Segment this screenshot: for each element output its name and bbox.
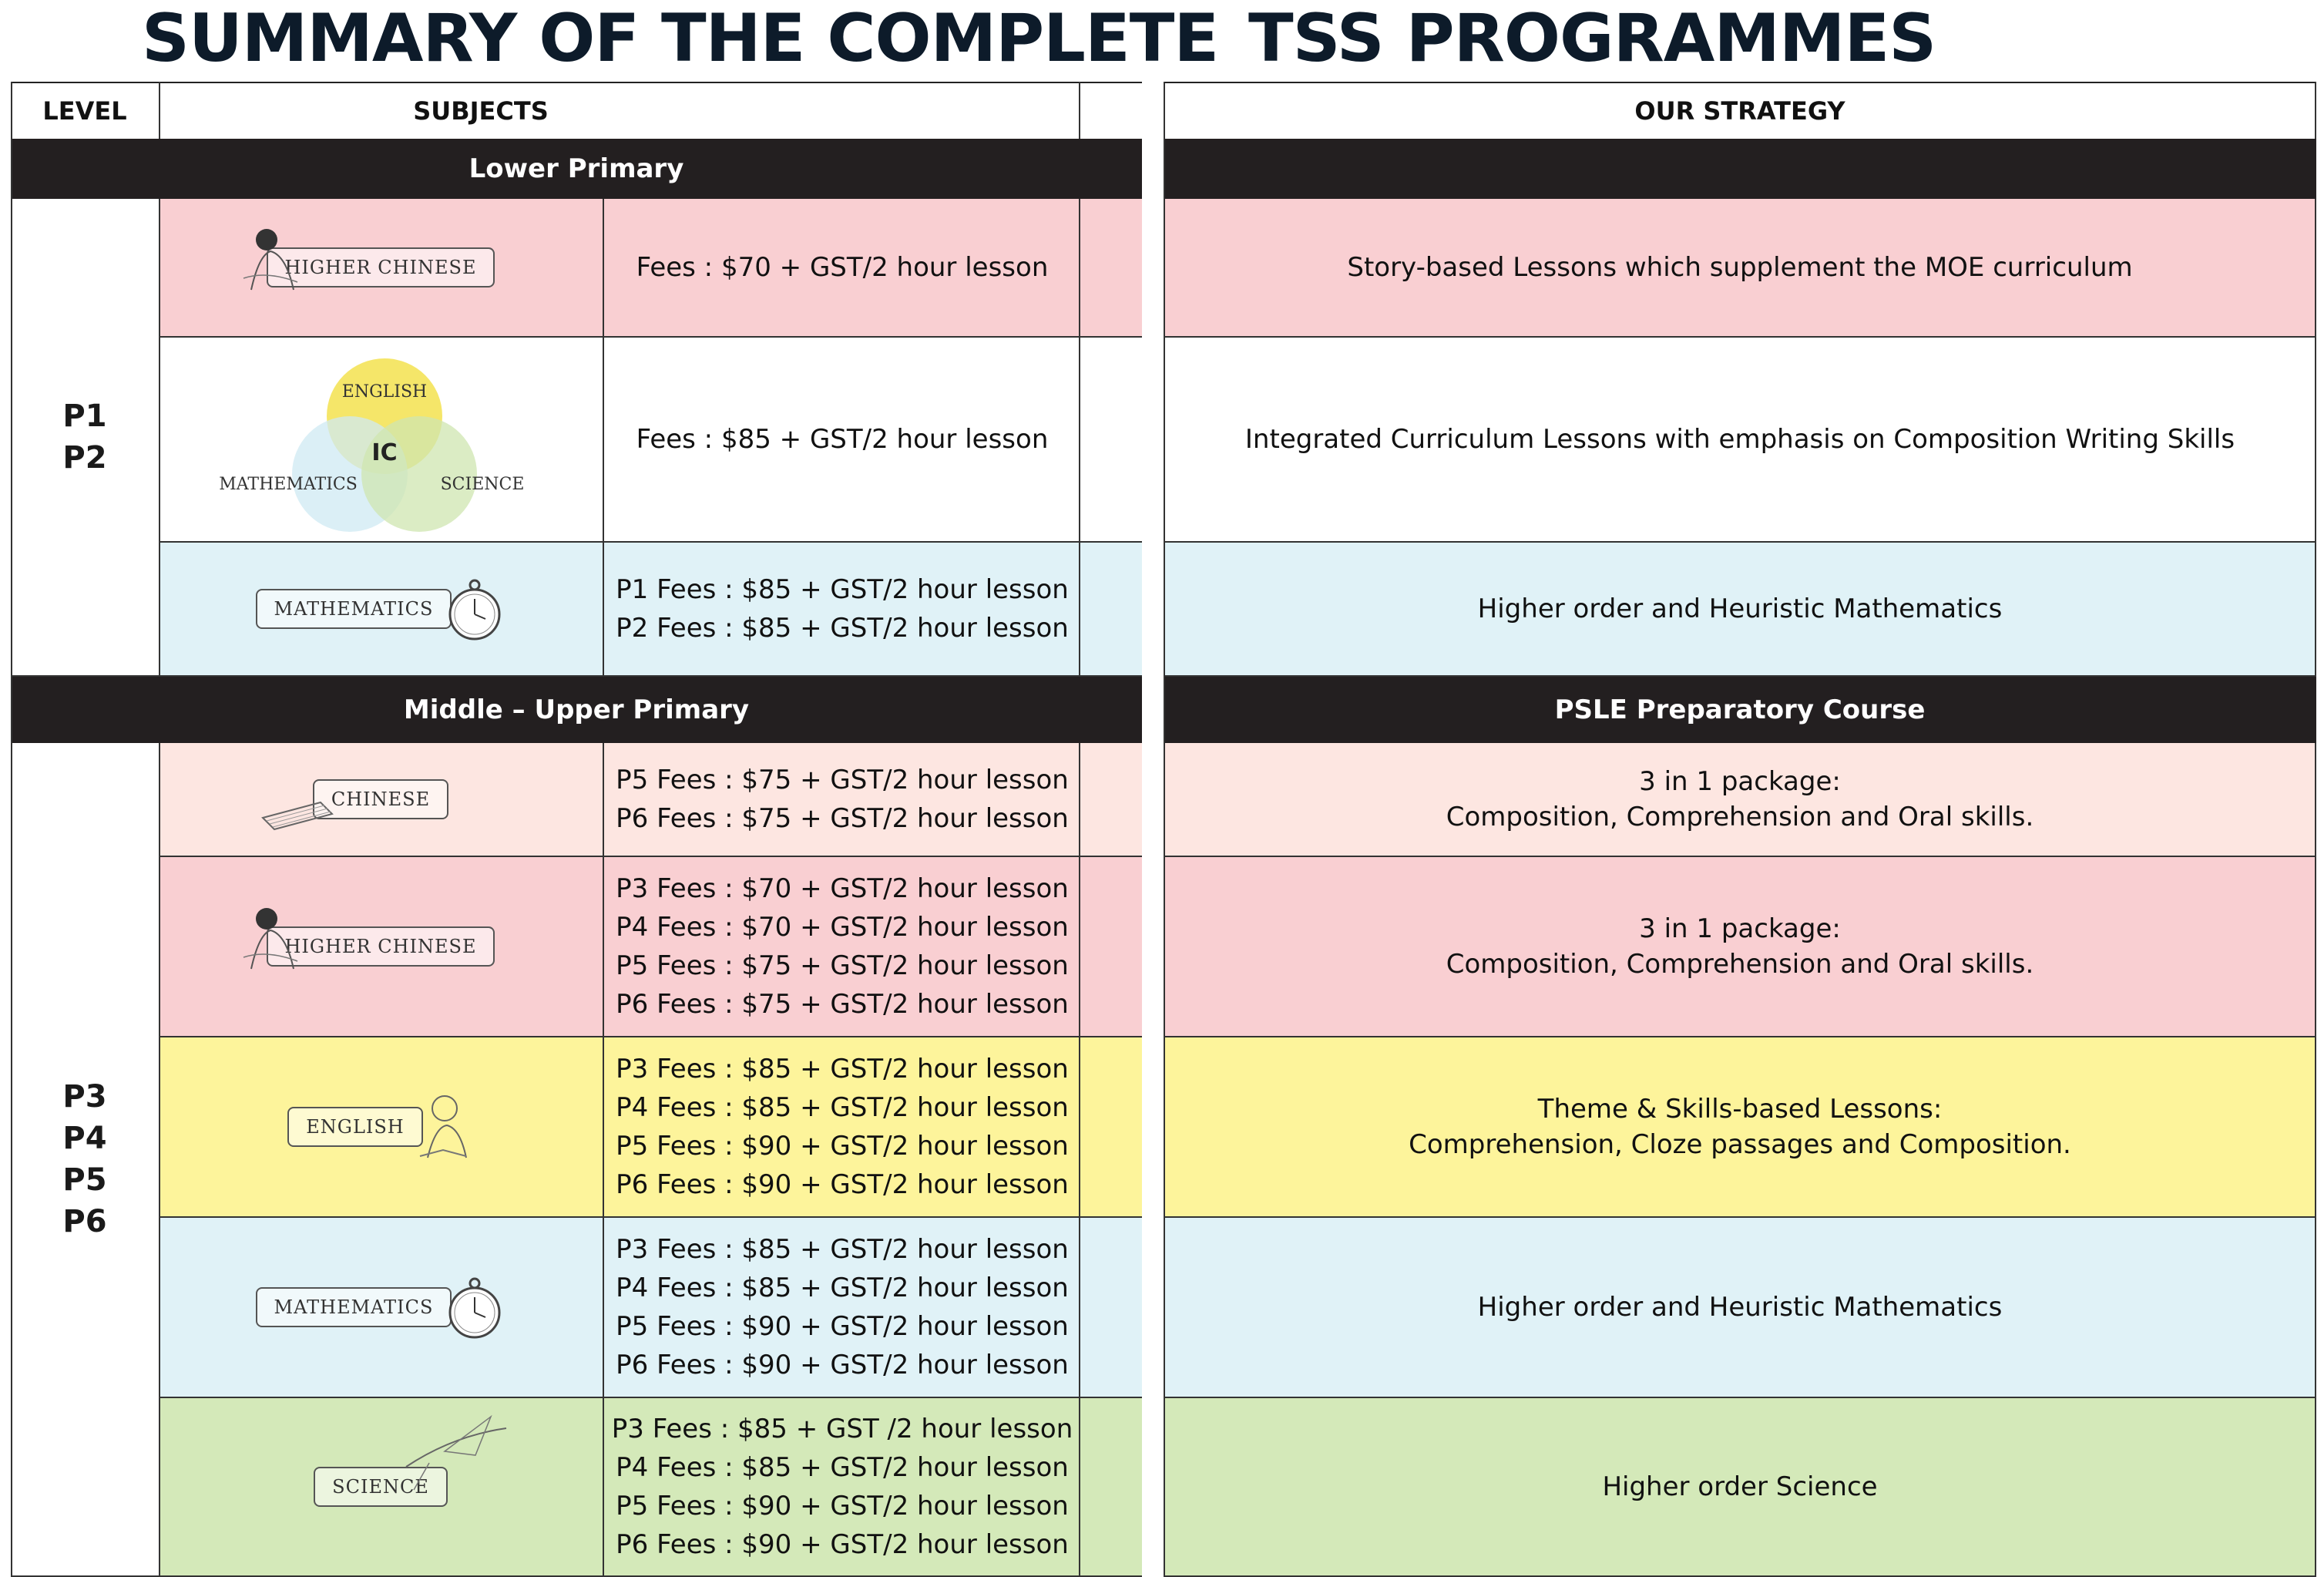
strategy-row [1164,743,2316,857]
level-header: LEVEL [11,82,159,140]
subject-cell [159,1398,603,1575]
subject-row-upper-mathematics [159,1218,1142,1398]
fee-line: P5 Fees : $90 + GST/2 hour lesson [616,1311,1069,1342]
fee-line: P5 Fees : $90 + GST/2 hour lesson [616,1131,1069,1162]
fee-line: P3 Fees : $85 + GST/2 hour lesson [616,1234,1069,1265]
strategy-cell [1164,743,2316,856]
strategy-row [1164,199,2316,338]
strategy-line: Higher order and Heuristic Mathematics [1477,1292,2003,1323]
flying-fish-icon [314,1467,448,1507]
fee-line: P3 Fees : $70 + GST/2 hour lesson [616,873,1069,904]
strategy-row [1164,1218,2316,1398]
scroll-icon [313,779,448,819]
fee-line: P2 Fees : $85 + GST/2 hour lesson [616,613,1069,644]
fees-cell [603,857,1080,1036]
subject-label: SCIENCE [314,1467,448,1507]
fee-line: P3 Fees : $85 + GST/2 hour lesson [616,1054,1069,1084]
strategy-header: OUR STRATEGY [1164,82,2316,140]
strategy-band-upper: PSLE Preparatory Course [1164,677,2316,743]
subjects-table [11,82,1142,1577]
subject-row-lower-mathematics [159,543,1142,677]
strategy-table [1164,82,2316,1577]
strategy-row [1164,1398,2316,1577]
strategy-border-left [1164,82,1165,1577]
fee-line: Fees : $85 + GST/2 hour lesson [636,424,1049,455]
table-divider-level-lower [159,199,160,677]
subject-row-upper-english [159,1037,1142,1218]
subject-cell [159,743,603,856]
subject-row-upper-science [159,1398,1142,1577]
fee-line: P6 Fees : $90 + GST/2 hour lesson [616,1529,1069,1560]
strategy-cell [1164,1398,2316,1575]
page-title-right: TSS PROGRAMMES [1248,0,1936,77]
fee-line: P1 Fees : $85 + GST/2 hour lesson [616,574,1069,605]
strategy-border-right-lower [2315,199,2316,677]
fee-line: Fees : $70 + GST/2 hour lesson [636,252,1049,283]
subject-row-lower-ic [159,338,1142,543]
fee-line: P6 Fees : $75 + GST/2 hour lesson [616,989,1069,1020]
venn-label-ic: IC [371,439,398,466]
subjects-header [159,82,1142,140]
fees-cell [603,1037,1080,1216]
fee-line: P4 Fees : $70 + GST/2 hour lesson [616,912,1069,943]
section-band-upper-label: Middle – Upper Primary [403,694,750,725]
table-divider-level-header [159,82,160,139]
strategy-line: 3 in 1 package: [1639,766,1841,797]
subjects-header-label: SUBJECTS [413,96,549,126]
strategy-band-lower [1164,139,2316,199]
table-divider-fees-lower [1079,199,1080,677]
fee-line: P5 Fees : $75 + GST/2 hour lesson [616,765,1069,795]
fee-line: P4 Fees : $85 + GST/2 hour lesson [616,1092,1069,1123]
strategy-line: Higher order Science [1602,1471,1878,1502]
strategy-border-right-upper [2315,743,2316,1577]
fee-line: P4 Fees : $85 + GST/2 hour lesson [616,1273,1069,1303]
subject-cell [159,857,603,1036]
strategy-row [1164,543,2316,677]
strategy-cell [1164,857,2316,1036]
strategy-cell [1164,1218,2316,1397]
pocket-watch-icon [256,1273,506,1342]
girl-sketch-icon [267,247,495,287]
strategy-line: Composition, Comprehension and Oral skills. [1446,802,2034,832]
fees-cell [603,543,1080,675]
fees-cell [603,743,1080,856]
strategy-line: Story-based Lessons which supplement the MOE curriculum [1347,252,2133,283]
strategy-cell [1164,543,2316,675]
strategy-cell [1164,1037,2316,1216]
strategy-row [1164,857,2316,1037]
subject-row-upper-chinese [159,743,1142,857]
fee-line: P5 Fees : $90 + GST/2 hour lesson [616,1491,1069,1522]
subject-row-lower-higher-chinese [159,199,1142,338]
subject-label: ENGLISH [287,1107,422,1147]
pocket-watch-icon [256,574,506,644]
venn-label-mathematics: MATHEMATICS [219,475,358,494]
strategy-line: Higher order and Heuristic Mathematics [1477,593,2003,624]
subject-label: HIGHER CHINESE [267,247,495,287]
subject-label: MATHEMATICS [256,1287,452,1327]
subject-label: HIGHER CHINESE [267,926,495,967]
reading-boy-icon [287,1088,473,1165]
fee-line: P6 Fees : $90 + GST/2 hour lesson [616,1350,1069,1380]
fee-line: P3 Fees : $85 + GST /2 hour lesson [611,1414,1073,1444]
table-border-left [11,82,12,1577]
subject-cell [159,338,603,541]
strategy-cell [1164,199,2316,336]
strategy-row [1164,1037,2316,1218]
section-band-lower-primary [11,139,1142,199]
level-p6: P6 [62,1204,107,1239]
fee-line: P4 Fees : $85 + GST/2 hour lesson [616,1452,1069,1483]
strategy-line: 3 in 1 package: [1639,913,1841,944]
strategy-border-right-header [2315,82,2316,139]
section-band-upper-primary [11,677,1142,743]
subject-cell [159,1218,603,1397]
venn-diagram-icon [211,343,550,536]
level-p4: P4 [62,1121,107,1156]
subject-cell [159,199,603,336]
strategy-line: Theme & Skills-based Lessons: [1537,1094,1943,1125]
level-cell-upper [11,743,159,1577]
subject-row-upper-higher-chinese [159,857,1142,1037]
level-p1: P1 [62,398,107,434]
strategy-line: Integrated Curriculum Lessons with emphasis on Composition Writing Skills [1244,424,2235,455]
fee-line: P6 Fees : $75 + GST/2 hour lesson [616,803,1069,834]
table-divider-fees-header [1079,82,1080,139]
section-band-lower-label: Lower Primary [468,153,684,184]
table-divider-fees-upper [1079,743,1080,1577]
subject-label: CHINESE [313,779,448,819]
fee-line: P5 Fees : $75 + GST/2 hour lesson [616,950,1069,981]
subject-label: MATHEMATICS [256,589,452,629]
fee-line: P6 Fees : $90 + GST/2 hour lesson [616,1169,1069,1200]
venn-label-english: ENGLISH [341,382,428,402]
strategy-line: Comprehension, Cloze passages and Composition. [1409,1129,2071,1160]
fees-cell [603,1398,1080,1575]
strategy-row [1164,338,2316,543]
subject-cell [159,543,603,675]
fees-cell [603,338,1080,541]
page-title-left: SUMMARY OF THE COMPLETE [142,0,1219,77]
venn-label-science: SCIENCE [440,475,525,494]
fees-cell [603,1218,1080,1397]
level-p3: P3 [62,1079,107,1115]
level-cell-lower [11,199,159,677]
strategy-cell [1164,338,2316,541]
subject-cell [159,1037,603,1216]
fees-cell [603,199,1080,336]
girl-sketch-icon [267,926,495,967]
level-p5: P5 [62,1162,107,1198]
table-divider-level-upper [159,743,160,1577]
strategy-line: Composition, Comprehension and Oral skills. [1446,949,2034,980]
level-p2: P2 [62,440,107,476]
